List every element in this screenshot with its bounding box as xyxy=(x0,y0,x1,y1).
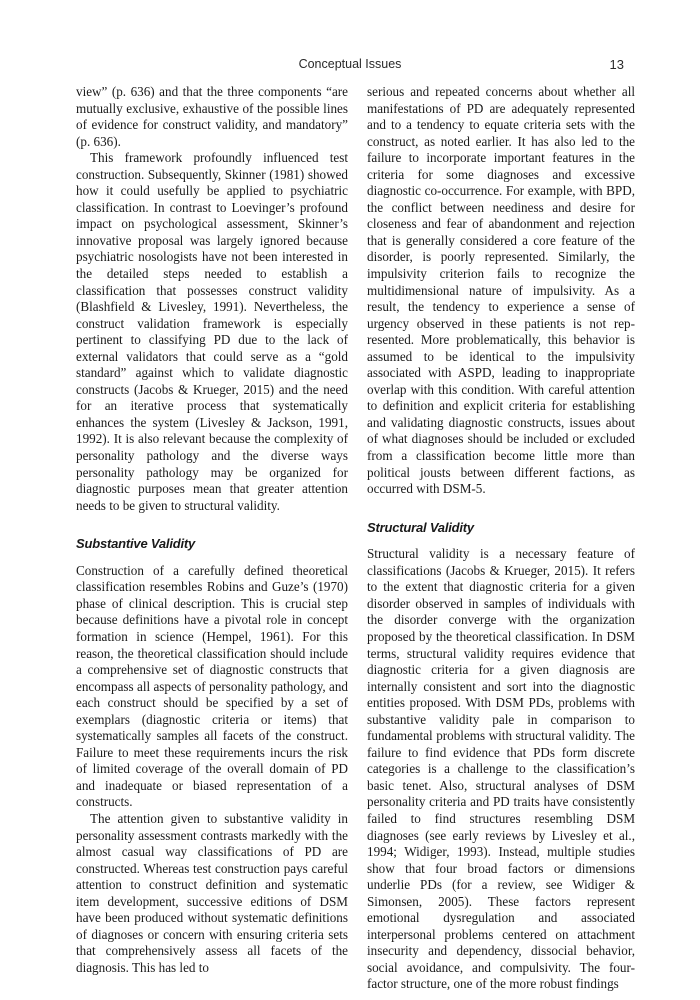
left-column xyxy=(76,84,348,976)
paragraph: This framework profoundly influenced test construction. Subsequently, Skinner (1981) showed how it could usefully be applied to psychiatric classification. In contrast to Loevinger’s profound impact on psychological assessment, Skinner’s innovative proposal was largely ignored because psychiatric nosologists have not been interested in the detailed steps needed to establish a classification that possesses construct validity (Blashfield & Livesley, 1991). Nevertheless, the construct validation framework is especially pertinent to classifying PD due to the lack of external validators that could serve as a “gold standard” against which to validate diagnostic constructs (Jacobs & Krueger, 2015) and the need for an iterative process that systematically enhances the system (Livesley & Jackson, 1991, 1992). It is also relevant because the complexity of personality pathology and the diverse ways personality pathology may be organized for diagnostic purposes mean that greater attention needs to be given to structural validity. xyxy=(76,150,348,513)
running-header xyxy=(76,57,624,73)
paragraph: serious and repeated concerns about whether all manifestations of PD are adequately represented and to a tendency to equate criteria sets with the construct, as noted earlier. It has also led to the failure to incorporate important features in the criteria for some diagnoses and excessive diagnostic co-occurrence. For example, with BPD, the conflict between neediness and desire for closeness and fear of abandonment and rejection that is generally considered a core feature of the disorder, is poorly represented. Similarly, the impulsivity criterion fails to recognize the multidimensional nature of impulsivity. As a result, the tendency to experience a sense of urgency observed in these patients is not represented. More problematically, this behavior is assumed to be identical to the impulsivity associated with ASPD, leading to inappropriate overlap with this condition. With careful attention to definition and explicit criteria for establishing and validating diagnostic constructs, issues about of what diagnoses should be included or excluded from a classification become little more than political jousts between different factions, as occurred with DSM-5. xyxy=(367,84,635,497)
paragraph: Construction of a carefully defined theoretical classification resembles Robins and Guze’s (1970) phase of clinical description. This is crucial step because definitions have a pivotal role in concept formation in science (Hempel, 1961). For this reason, the theoretical classification should include a comprehensive set of diagnostic constructs that encompass all aspects of personality pathology, and each construct should be specified by a set of exemplars (diagnostic criteria or items) that systematically samples all facets of the construct. Failure to meet these requirements incurs the risk of limited coverage of the overall domain of PD and inadequate or biased representation of a constructs. xyxy=(76,562,348,810)
right-column xyxy=(367,84,635,993)
section-heading-substantive-validity: Substantive Validity xyxy=(76,536,196,552)
paragraph: view” (p. 636) and that the three components “are mutually exclusive, exhaustive of the possible lines of evidence for construct validity, and mandatory” (p. 636). xyxy=(76,84,348,149)
page-number: 13 xyxy=(609,57,624,72)
paragraph: Structural validity is a necessary feature of classifications (Jacobs & Krueger, 2015). It refers to the extent that diagnostic criteria for a given disorder observed in samples of individuals with the disorder converge with the organization proposed by the theoretical classification. In DSM terms, structural validity requires evidence that diagnostic criteria for a given diagnosis are internally consistent and sort into the diagnostic entities proposed. With DSM PDs, problems with substantive validity pale in comparison to fundamental problems with structural validity. The failure to find evidence that PDs form discrete categories is a challenge to the classification’s basic tenet. Also, structural analyses of DSM personality criteria and PD traits have consistently failed to find structures resembling DSM diagnoses (see early reviews by Livesley et al., 1994; Widiger, 1993). Instead, multiple studies show that four broad factors or dimensions underlie PDs (for a review, see Widiger & Simonsen, 2005). These factors represent emotional dysregulation and associated interpersonal problems centered on attachment insecurity and dependency, dissocial behavior, social avoidance, and compulsivity. The four-factor structure, one of the more robust findings xyxy=(367,546,635,992)
section-heading-structural-validity: Structural Validity xyxy=(367,519,474,535)
paragraph: The attention given to substantive validity in personality assessment contrasts markedly with the almost casual way classifications of PD are constructed. Whereas test construction pays careful attention to construct definition and systematic item development, successive editions of DSM have been produced without systematic definitions of diagnoses or concern with ensuring criteria sets that comprehensively assess all facets of the diagnosis. This has led to xyxy=(76,810,348,975)
running-header-title: Conceptual Issues xyxy=(298,57,402,71)
